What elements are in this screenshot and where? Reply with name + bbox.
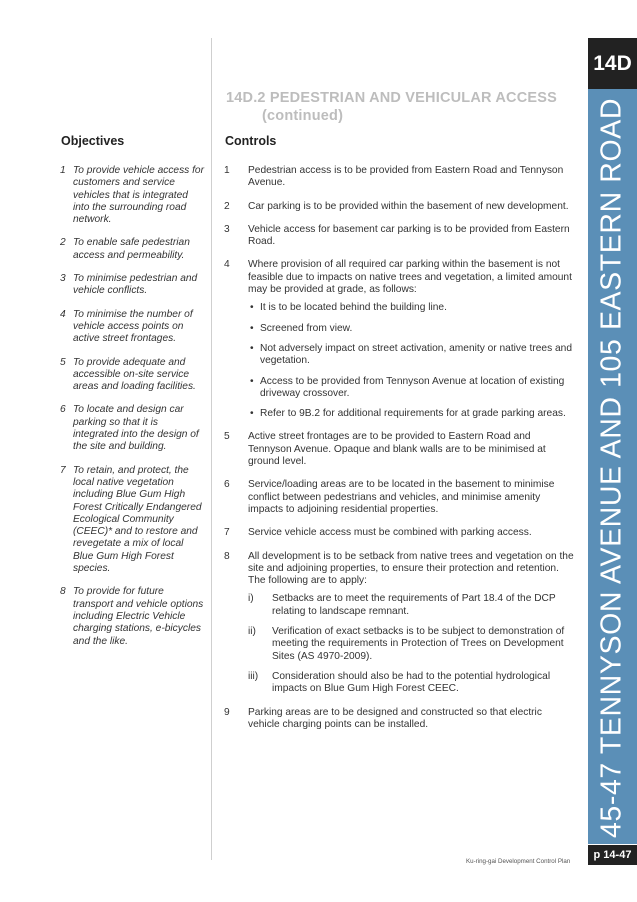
- roman-text: Consideration should also be had to the potential hydrological impacts on Blue Gum High Forest CEEC.: [272, 670, 551, 695]
- control-number: 6: [224, 479, 230, 491]
- bullet-item: • Screened from view.: [248, 323, 574, 335]
- control-number: 2: [224, 200, 230, 212]
- control-item: [224, 259, 574, 420]
- objective-number: 5: [60, 356, 66, 368]
- objective-item: [60, 586, 205, 647]
- objective-text: To minimise the number of vehicle access points on active street frontages.: [73, 308, 193, 345]
- control-item: [224, 224, 574, 249]
- objective-text: To provide adequate and accessible on-site service areas and loading facilities.: [73, 356, 196, 393]
- controls-list: [224, 165, 574, 742]
- control-text: Service vehicle access must be combined with parking access.: [248, 527, 532, 539]
- control-number: 7: [224, 527, 230, 539]
- objective-number: 4: [60, 308, 66, 320]
- objectives-title: Objectives: [61, 134, 125, 148]
- control-number: 8: [224, 550, 230, 562]
- control-item: [224, 527, 574, 539]
- objective-number: 6: [60, 404, 66, 416]
- bullet-item: • Refer to 9B.2 for additional requirements for at grade parking areas.: [248, 408, 574, 420]
- control-text: Vehicle access for basement car parking is to be provided from Eastern Road.: [248, 223, 570, 248]
- objective-text: To provide for future transport and vehicle options including Electric Vehicle charging stations, e-bicycles and the like.: [73, 586, 204, 647]
- control-text: Active street frontages are to be provided to Eastern Road and Tennyson Avenue. Opaque and blank walls are to be minimised at ground level.: [248, 431, 546, 468]
- objective-item: [60, 165, 205, 226]
- objective-item: [60, 273, 205, 298]
- objective-item: [60, 357, 205, 394]
- objective-number: 7: [60, 464, 66, 476]
- control-item: [224, 431, 574, 468]
- objectives-list: [60, 165, 205, 659]
- objective-number: 3: [60, 273, 66, 285]
- section-heading-line2: (continued): [262, 108, 344, 124]
- roman-list: [248, 593, 574, 695]
- control-text: Where provision of all required car parking within the basement is not feasible due to impacts on native trees and vegetation, a limited amount may be provided at grade, as follows:: [248, 259, 572, 296]
- objective-item: [60, 404, 205, 453]
- roman-text: Setbacks are to meet the requirements of Part 18.4 of the DCP relating to landscape remnant.: [272, 593, 556, 617]
- bullet-item: • Not adversely impact on street activation, amenity or native trees and vegetation.: [248, 343, 574, 368]
- control-item: [224, 707, 574, 732]
- roman-numeral: i): [248, 593, 254, 605]
- section-tab: 14D: [588, 38, 637, 89]
- vertical-section-title: 45-47 TENNYSON AVENUE AND 105 EASTERN ROAD: [595, 97, 628, 839]
- footer-plan-name: Ku-ring-gai Development Control Plan: [466, 858, 571, 865]
- control-text: Service/loading areas are to be located in the basement to minimise conflict between pedestrians and vehicles, and minimise amenity impacts to adjoining residential properties.: [248, 479, 555, 515]
- roman-item: [248, 593, 574, 618]
- control-text: Parking areas are to be designed and constructed so that electric vehicle charging points can be installed.: [248, 706, 542, 730]
- objective-text: To enable safe pedestrian access and permeability.: [73, 237, 190, 261]
- objective-text: To locate and design car parking so that it is integrated into the design of the site and building.: [73, 404, 199, 453]
- control-text: All development is to be setback from native trees and vegetation on the site and adjoining properties, to ensure their protection and retention. The following are to apply:: [248, 550, 574, 587]
- control-number: 4: [224, 259, 230, 271]
- roman-numeral: ii): [248, 626, 256, 638]
- objective-item: [60, 465, 205, 576]
- objective-item: [60, 309, 205, 346]
- objective-number: 1: [60, 165, 66, 176]
- control-number: 3: [224, 223, 230, 235]
- objective-number: 8: [60, 586, 66, 598]
- section-heading-line1: 14D.2 PEDESTRIAN AND VEHICULAR ACCESS: [226, 90, 558, 106]
- control-item: [224, 165, 574, 190]
- objective-text: To retain, and protect, the local native vegetation including Blue Gum High Forest Critically Endangered Ecological Community (CEEC)* and to restore and revegetate a mix of local Blue Gum High Forest species.: [73, 464, 202, 575]
- bullet-item: • Access to be provided from Tennyson Avenue at location of existing driveway crossover.: [248, 376, 574, 401]
- objective-number: 2: [60, 237, 66, 249]
- roman-text: Verification of exact setbacks is to be subject to demonstration of meeting the requirements in Protection of Trees on Development Sites (AS 4970-2009).: [272, 626, 565, 662]
- control-item: [224, 479, 574, 516]
- control-text: Pedestrian access is to be provided from Eastern Road and Tennyson Avenue.: [248, 165, 564, 189]
- roman-numeral: iii): [248, 670, 259, 682]
- roman-item: [248, 671, 574, 696]
- control-number: 9: [224, 706, 230, 718]
- control-number: 5: [224, 431, 230, 443]
- roman-item: [248, 626, 574, 663]
- objective-text: To provide vehicle access for customers and service vehicles that is integrated into the surrounding road network.: [73, 165, 204, 226]
- section-heading: [226, 89, 581, 125]
- objective-text: To minimise pedestrian and vehicle conflicts.: [73, 273, 198, 297]
- control-item: [224, 201, 574, 213]
- page-number: p 14-47: [588, 845, 637, 865]
- control-item: [224, 551, 574, 696]
- bullet-list: [248, 302, 574, 420]
- controls-title: Controls: [225, 134, 277, 148]
- control-number: 1: [224, 165, 230, 176]
- bullet-item: • It is to be located behind the building line.: [248, 302, 574, 314]
- control-text: Car parking is to be provided within the basement of new development.: [248, 200, 569, 212]
- column-divider: [211, 38, 212, 860]
- objective-item: [60, 237, 205, 262]
